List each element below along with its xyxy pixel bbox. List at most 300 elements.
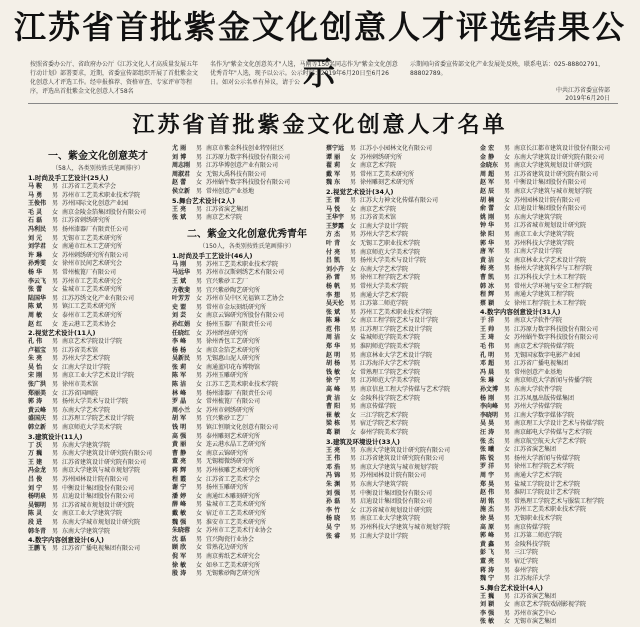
person-name: 徐 阳 xyxy=(480,230,495,238)
person-name: 马 刚 xyxy=(172,260,187,268)
person-gender: 女 xyxy=(196,544,203,552)
person-unit: 扬州大学美术与设计学院 xyxy=(360,257,427,265)
person-name: 刘 芸 xyxy=(172,312,187,320)
person-unit: 盐城市工艺美术研究所 xyxy=(62,286,123,294)
person-name: 赵 红 xyxy=(28,320,43,328)
person-unit: 扬州大学新闻与传媒学院 xyxy=(514,454,581,462)
person-name: 刘小卉 xyxy=(326,265,345,273)
person-unit: 江苏省城市规划设计研究院 xyxy=(514,222,587,230)
person-name: 周志刚 xyxy=(172,162,191,170)
person-gender: 男 xyxy=(52,493,59,501)
person-gender: 男 xyxy=(504,368,511,376)
person-gender: 男 xyxy=(52,338,59,346)
table-row xyxy=(326,197,476,206)
table-row xyxy=(480,386,615,395)
person-gender: 男 xyxy=(504,222,511,230)
person-gender: 男 xyxy=(504,454,511,462)
person-name: 杨 帆 xyxy=(326,282,341,290)
category-heading: 1.时尚及手工艺设计(46人) xyxy=(172,251,253,260)
person-unit: 江苏省城市规划设计研究院 xyxy=(360,506,433,514)
person-gender: 男 xyxy=(196,467,203,474)
person-gender: 女 xyxy=(196,329,203,337)
person-unit: 南京大学建筑与城市规划学院 xyxy=(514,187,593,195)
person-unit: 南京云锦研究所 xyxy=(206,449,249,457)
table-row xyxy=(172,424,322,433)
table-row xyxy=(28,278,168,287)
person-unit: 江苏省建筑设计研究院有限公司 xyxy=(514,170,599,178)
person-name: 冯 晨 xyxy=(480,368,495,376)
person-name: 刘 颖 xyxy=(480,601,495,609)
table-row xyxy=(28,528,168,537)
person-unit: 淮阴师范学院美术学院 xyxy=(360,343,421,351)
person-gender: 男 xyxy=(504,480,511,488)
table-row xyxy=(480,145,615,154)
table-row xyxy=(172,510,322,519)
person-name: 王 帅 xyxy=(480,325,495,333)
person-unit: 南京传媒学院 xyxy=(514,523,551,531)
person-name: 孙文博 xyxy=(480,386,499,394)
person-name: 杨 华 xyxy=(28,268,43,276)
person-name: 黄云峰 xyxy=(28,406,47,414)
person-unit: 淮阴工学院设计艺术学院 xyxy=(514,489,581,497)
table-row xyxy=(172,321,322,330)
person-unit: 南京林业大学艺术设计学院 xyxy=(360,351,433,359)
person-name: 吴 宁 xyxy=(326,523,341,531)
person-unit: 启迪设计集团股份有限公司 xyxy=(360,498,433,506)
person-unit: 盐城工学院设计艺术学院 xyxy=(514,480,581,488)
person-unit: 南京师范大学美术学院 xyxy=(360,248,421,256)
person-gender: 男 xyxy=(350,179,357,187)
person-unit: 江苏理工学院艺术设计学院 xyxy=(360,325,433,333)
person-unit: 江苏科技大学土木工程学院 xyxy=(514,273,587,281)
person-unit: 苏州玉雕研究所 xyxy=(206,372,249,380)
table-row xyxy=(326,154,476,163)
person-unit: 三江学院艺术学院 xyxy=(360,411,409,419)
person-name: 王 亮 xyxy=(326,446,341,454)
person-gender: 男 xyxy=(504,394,511,402)
category-heading: 3.建筑设计(11人) xyxy=(28,432,83,441)
table-row xyxy=(480,567,615,576)
person-name: 刘学君 xyxy=(28,243,47,251)
person-name: 孙 雷 xyxy=(326,274,341,282)
person-name: 陈 灵 xyxy=(28,510,43,518)
table-row xyxy=(28,355,168,364)
person-gender: 男 xyxy=(52,518,59,526)
person-gender: 女 xyxy=(52,363,59,371)
person-name: 万 巍 xyxy=(28,450,43,458)
table-row xyxy=(172,553,322,562)
signature-date: 2019年6月20日 xyxy=(565,95,610,102)
table-row xyxy=(172,390,322,399)
column-2 xyxy=(172,145,322,578)
person-name: 周淑君 xyxy=(172,170,191,178)
person-gender: 女 xyxy=(504,299,511,307)
person-unit: 常州大学美术学院 xyxy=(360,282,409,290)
person-unit: 南京艺术学院传媒学院 xyxy=(514,343,575,351)
person-unit: 南京云锦研究所股份有限公司 xyxy=(206,312,285,320)
person-name: 付 亮 xyxy=(326,248,341,256)
person-gender: 男 xyxy=(52,484,59,492)
person-unit: 江南大学设计学院 xyxy=(62,363,111,371)
person-gender: 男 xyxy=(350,532,357,540)
person-name: 朱 亮 xyxy=(28,355,43,363)
person-name: 谭 丽 xyxy=(326,153,341,161)
table-row xyxy=(480,524,615,533)
category-heading: 5.舞台艺术设计(4人) xyxy=(480,583,543,592)
person-unit: 中衡设计集团股份有限公司 xyxy=(360,489,433,497)
person-gender: 男 xyxy=(52,200,59,208)
person-gender: 女 xyxy=(504,446,511,454)
person-gender: 男 xyxy=(504,273,511,281)
table-row xyxy=(480,489,615,498)
table-row xyxy=(172,398,322,407)
person-gender: 男 xyxy=(52,355,59,363)
person-name: 李 强 xyxy=(480,609,495,617)
person-gender: 女 xyxy=(52,286,59,294)
person-gender: 男 xyxy=(52,303,59,311)
person-gender: 男 xyxy=(504,248,511,256)
person-gender: 男 xyxy=(504,282,511,290)
person-gender: 男 xyxy=(350,472,357,480)
person-unit: 南京林业大学艺术设计学院 xyxy=(514,256,587,264)
person-gender: 男 xyxy=(196,260,203,268)
person-unit: 常熟花边研究所 xyxy=(206,544,249,552)
person-name: 周 敏 xyxy=(28,311,43,319)
table-row xyxy=(480,438,615,447)
table-row xyxy=(172,562,322,571)
person-unit: 常州大学环境与安全工程学院 xyxy=(514,282,593,290)
person-name: 刘 强 xyxy=(326,489,341,497)
person-unit: 无锡大禹科技有限公司 xyxy=(206,170,267,178)
person-unit: 泰州雕刻艺术研究所 xyxy=(206,432,261,440)
person-gender: 男 xyxy=(196,552,203,560)
table-row xyxy=(326,360,476,369)
person-unit: 东南大学建筑设计研究院有限公司 xyxy=(360,446,451,454)
table-row xyxy=(326,179,476,188)
person-unit: 江苏原力数字科技股份有限公司 xyxy=(206,153,291,161)
table-row xyxy=(480,549,615,558)
section-header: 二、紫金文化创意优秀青年 xyxy=(187,228,307,240)
person-name: 王俊伟 xyxy=(28,200,47,208)
table-row xyxy=(172,154,322,163)
person-gender: 女 xyxy=(350,222,357,230)
person-name: 胡 楠 xyxy=(480,196,495,204)
person-unit: 东南大学城市规划设计研究院 xyxy=(62,518,141,526)
person-name: 王鹏飞 xyxy=(28,545,47,553)
person-unit: 南京艺术学院 xyxy=(360,162,397,170)
person-name: 汪 涛 xyxy=(480,429,495,436)
person-gender: 男 xyxy=(52,217,59,225)
person-name: 戴 军 xyxy=(326,170,341,178)
person-gender: 男 xyxy=(350,257,357,265)
person-name: 罗 洋 xyxy=(480,463,495,471)
person-name: 吴新民 xyxy=(172,355,191,363)
person-name: 马 勇 xyxy=(28,191,43,199)
person-name: 陈 琳 xyxy=(326,317,341,325)
person-name: 张 蕾 xyxy=(28,286,43,294)
table-row xyxy=(172,484,322,493)
person-gender: 女 xyxy=(196,406,203,414)
person-name: 张 敏 xyxy=(480,618,495,626)
person-unit: 东南大学软件学院 xyxy=(514,386,563,394)
person-unit: 江苏小小园林文化有限公司 xyxy=(360,145,433,152)
person-unit: 江苏省刺绣研究所 xyxy=(62,217,111,225)
person-name: 马 鞍 xyxy=(28,183,43,190)
table-row xyxy=(28,286,168,295)
person-unit: 苏州缂丝研究所 xyxy=(206,329,249,337)
person-name: 高 峰 xyxy=(326,386,341,394)
person-unit: 宿迁学院艺术学院 xyxy=(360,420,409,428)
person-name: 魏 东 xyxy=(326,179,341,187)
person-gender: 女 xyxy=(350,153,357,161)
table-row xyxy=(28,321,168,330)
person-name: 孔 伟 xyxy=(28,338,43,346)
person-unit: 苏州工艺美术职业技术学院 xyxy=(514,506,587,514)
table-row xyxy=(326,455,476,464)
person-gender: 男 xyxy=(196,162,203,170)
person-unit: 江苏华博创意产业有限公司 xyxy=(206,162,279,170)
person-gender: 男 xyxy=(504,213,511,221)
table-row xyxy=(28,200,168,209)
table-row xyxy=(172,269,322,278)
person-name: 胡 军 xyxy=(172,415,187,423)
person-name: 方 杰 xyxy=(326,231,341,239)
person-unit: 南通蓝印花布博物馆 xyxy=(206,363,261,371)
divider xyxy=(28,103,618,104)
table-row xyxy=(480,541,615,550)
person-gender: 女 xyxy=(52,510,59,518)
person-gender: 男 xyxy=(350,145,357,152)
table-row xyxy=(28,243,168,252)
person-name: 张 斌 xyxy=(326,308,341,316)
table-row xyxy=(172,527,322,536)
person-unit: 启迪设计集团股份有限公司 xyxy=(514,205,587,213)
person-gender: 男 xyxy=(504,609,511,617)
person-unit: 苏州国际文化创意产业园 xyxy=(62,200,129,208)
person-unit: 盐城市工艺美术研究所 xyxy=(206,501,267,509)
person-gender: 男 xyxy=(196,432,203,440)
person-name: 王 琦 xyxy=(480,334,495,342)
table-row xyxy=(172,338,322,347)
person-name: 张 杰 xyxy=(480,437,495,445)
person-gender: 男 xyxy=(350,360,357,368)
person-gender: 男 xyxy=(196,424,203,432)
person-name: 方敬斐 xyxy=(172,286,191,294)
person-name: 朱 琳 xyxy=(480,377,495,385)
person-name: 高 强 xyxy=(172,432,187,440)
person-gender: 女 xyxy=(196,441,203,449)
person-unit: 盐城师范学院美术学院 xyxy=(360,334,421,342)
person-name: 邓 超 xyxy=(480,360,495,368)
table-row xyxy=(28,226,168,235)
table-row xyxy=(480,240,615,249)
table-row xyxy=(28,390,168,399)
person-unit: 镇江工艺美术研究所 xyxy=(62,303,117,311)
person-unit: 南京艺术学院设计学院 xyxy=(62,338,123,346)
person-name: 张 曦 xyxy=(480,446,495,454)
table-row xyxy=(480,472,615,481)
person-gender: 男 xyxy=(350,170,357,178)
person-name: 黄 丽 xyxy=(172,441,187,449)
table-row xyxy=(172,312,322,321)
list-title: 江苏省首批紫金文化创意人才名单 xyxy=(132,112,508,138)
person-unit: 南京邮电大学传媒与艺术学院 xyxy=(514,429,593,436)
person-name: 李 峰 xyxy=(172,338,187,346)
person-unit: 徐州雕刻艺术研究所 xyxy=(360,179,415,187)
table-row xyxy=(326,533,476,542)
person-unit: 东南大学艺术学院 xyxy=(62,406,111,414)
person-name: 王 雷 xyxy=(326,196,341,204)
person-name: 梁 栋 xyxy=(326,420,341,428)
person-unit: 徐州市民间艺术研究会 xyxy=(62,260,123,268)
person-unit: 宜兴紫砂工艺厂 xyxy=(206,415,249,423)
table-row xyxy=(28,235,168,244)
person-unit: 苏州刺绣研究所 xyxy=(360,153,403,161)
person-unit: 无锡紫砂陶艺研究所 xyxy=(206,570,261,578)
person-gender: 男 xyxy=(52,234,59,242)
section-note: （150人，各类别按姓氏笔画排序） xyxy=(199,242,295,250)
table-row xyxy=(326,481,476,490)
person-unit: 江苏省国画院 xyxy=(62,389,99,397)
person-unit: 常州市金坛刻纸研究所 xyxy=(206,303,267,311)
person-name: 李晓明 xyxy=(480,411,499,419)
person-unit: 苏州市汉斯刺绣艺术有限公司 xyxy=(206,269,285,277)
table-row xyxy=(480,575,615,584)
person-gender: 男 xyxy=(504,411,511,419)
table-row xyxy=(28,467,168,476)
person-gender: 男 xyxy=(196,389,203,397)
person-gender: 男 xyxy=(350,446,357,454)
person-unit: 连云港工艺美术协会 xyxy=(62,320,117,328)
table-row xyxy=(326,249,476,258)
column-4 xyxy=(480,145,615,626)
person-unit: 泰州学院美术学院 xyxy=(360,429,409,436)
person-gender: 男 xyxy=(52,277,59,285)
person-gender: 男 xyxy=(196,535,203,543)
person-unit: 江南大学设计学院 xyxy=(360,222,409,230)
person-gender: 男 xyxy=(52,450,59,458)
person-unit: 苏州园林设计院有限公司 xyxy=(62,476,129,483)
person-gender: 男 xyxy=(52,476,59,483)
table-row xyxy=(480,274,615,283)
person-unit: 苏州园林设计院有限公司 xyxy=(360,472,427,480)
person-gender: 女 xyxy=(350,394,357,402)
person-gender: 女 xyxy=(350,162,357,170)
person-name: 吴 怡 xyxy=(28,363,43,371)
person-unit: 无锡精微绣研究所 xyxy=(206,458,255,466)
table-row xyxy=(28,303,168,312)
table-row xyxy=(480,265,615,274)
table-row xyxy=(326,472,476,481)
person-name: 郑 昊 xyxy=(480,480,495,488)
table-row xyxy=(326,403,476,412)
person-gender: 男 xyxy=(52,467,59,475)
person-name: 魏 强 xyxy=(172,518,187,526)
person-name: 赵 蕾 xyxy=(172,179,187,187)
person-unit: 启迪设计集团股份有限公司 xyxy=(62,493,135,501)
table-row xyxy=(326,257,476,266)
table-row xyxy=(28,485,168,494)
table-row xyxy=(480,463,615,472)
person-gender: 男 xyxy=(504,549,511,557)
person-gender: 男 xyxy=(350,308,357,316)
person-name: 倪 军 xyxy=(172,552,187,560)
person-name: 王 斌 xyxy=(172,277,187,285)
table-row xyxy=(480,506,615,515)
person-name: 魏 宁 xyxy=(480,575,495,583)
person-gender: 男 xyxy=(196,484,203,492)
table-row xyxy=(480,154,615,163)
person-gender: 男 xyxy=(350,403,357,411)
person-gender: 女 xyxy=(350,205,357,213)
person-unit: 南京工业大学建筑学院 xyxy=(514,230,575,238)
intro-paragraph-3: 示期间向省委宣传部文化产业发展处反映，联系电话：025-88802791，88802789。 xyxy=(410,61,605,77)
person-gender: 男 xyxy=(52,294,59,302)
table-row xyxy=(28,510,168,519)
person-name: 戴 敏 xyxy=(172,509,187,517)
person-unit: 江苏省演艺集团 xyxy=(514,592,557,600)
person-name: 朱晓蓉 xyxy=(172,527,191,535)
person-unit: 宿迁学院 xyxy=(514,557,539,565)
person-name: 韩冬青 xyxy=(28,527,47,535)
person-unit: 南通市红木工艺研究所 xyxy=(62,243,123,251)
table-row xyxy=(326,343,476,352)
person-name: 张 斌 xyxy=(172,214,187,222)
person-unit: 南京艺术学院 xyxy=(206,214,243,222)
person-gender: 男 xyxy=(350,214,357,222)
person-gender: 男 xyxy=(52,398,59,406)
person-unit: 苏州大学艺术学院 xyxy=(360,231,409,239)
table-row xyxy=(480,197,615,206)
table-row xyxy=(326,334,476,343)
person-unit: 南京航空航天大学艺术学院 xyxy=(514,437,587,445)
person-gender: 男 xyxy=(504,575,511,583)
section-note: （58人，各类别按姓氏笔画排序） xyxy=(52,165,144,172)
person-unit: 无锡市工艺美术研究所 xyxy=(62,234,123,242)
person-gender: 男 xyxy=(504,437,511,445)
person-gender: 男 xyxy=(350,248,357,256)
person-name: 李 想 xyxy=(326,291,341,299)
person-gender: 女 xyxy=(196,312,203,320)
person-unit: 扬州大学建筑科学与工程学院 xyxy=(514,265,593,273)
table-row xyxy=(28,476,168,485)
table-row xyxy=(326,300,476,309)
person-name: 葛 颖 xyxy=(326,429,341,436)
person-name: 顾 欣 xyxy=(172,544,187,552)
person-gender: 男 xyxy=(196,501,203,509)
person-unit: 苏州刺绣研究所有限公司 xyxy=(62,251,129,259)
table-row xyxy=(326,206,476,215)
table-row xyxy=(326,162,476,171)
person-gender: 女 xyxy=(504,256,511,264)
category-heading: 3.建筑及环境设计(33人) xyxy=(326,437,400,446)
table-row xyxy=(326,498,476,507)
person-unit: 中衡设计集团股份有限公司 xyxy=(514,179,587,187)
person-name: 卢福宝 xyxy=(28,346,47,354)
person-name: 冯 锦 xyxy=(326,472,341,480)
person-unit: 扬州玉雕研究所 xyxy=(206,484,249,492)
person-unit: 徐州工程学院艺术学院 xyxy=(514,463,575,471)
person-name: 李云飞 xyxy=(28,277,47,285)
person-gender: 男 xyxy=(52,424,59,432)
person-unit: 无锡市演艺集团 xyxy=(514,618,557,626)
person-unit: 镇江恒顺文化创意有限公司 xyxy=(206,424,279,432)
table-row xyxy=(28,381,168,390)
table-row xyxy=(172,467,322,476)
person-gender: 男 xyxy=(52,191,59,199)
person-gender: 男 xyxy=(504,239,511,247)
table-row xyxy=(326,420,476,429)
